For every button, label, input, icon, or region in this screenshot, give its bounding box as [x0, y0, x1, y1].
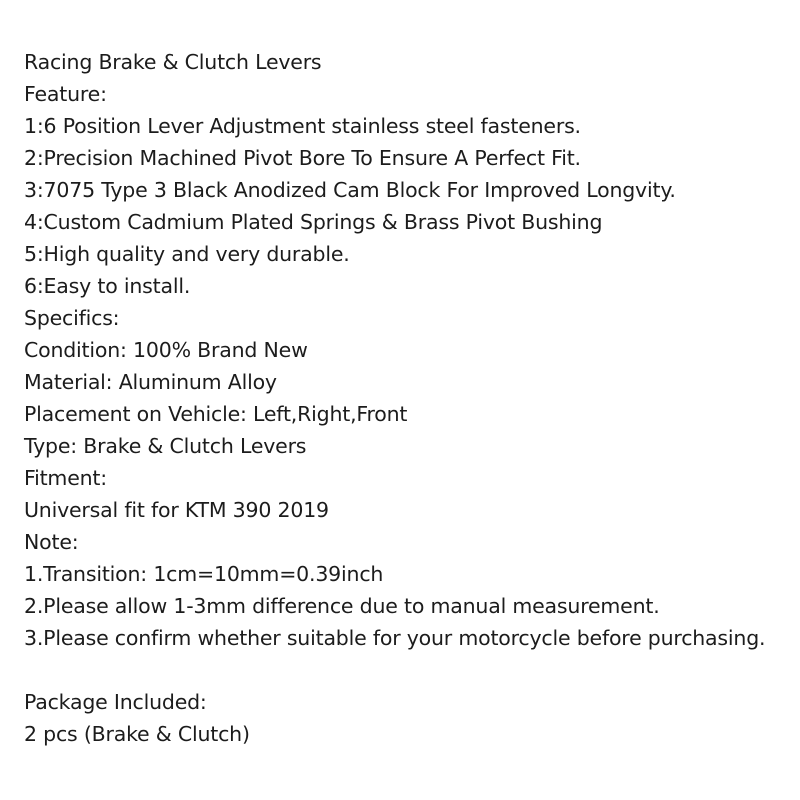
feature-item: 4:Custom Cadmium Plated Springs & Brass Pivot Bushing — [24, 210, 603, 234]
note-item: 1.Transition: 1cm=10mm=0.39inch — [24, 562, 384, 586]
feature-item: 3:7075 Type 3 Black Anodized Cam Block For Improved Longvity. — [24, 178, 676, 202]
fitment-item: Universal fit for KTM 390 2019 — [24, 498, 329, 522]
fitment-heading: Fitment: — [24, 466, 107, 490]
specifics-item: Material: Aluminum Alloy — [24, 370, 277, 394]
feature-item: 5:High quality and very durable. — [24, 242, 350, 266]
feature-item: 1:6 Position Lever Adjustment stainless steel fasteners. — [24, 114, 581, 138]
specifics-item: Condition: 100% Brand New — [24, 338, 308, 362]
specifics-heading: Specifics: — [24, 306, 120, 330]
feature-item: 6:Easy to install. — [24, 274, 191, 298]
document-title: Racing Brake & Clutch Levers — [24, 50, 322, 74]
blank-line — [24, 654, 794, 686]
note-item: 3.Please confirm whether suitable for your motorcycle before purchasing. — [24, 626, 766, 650]
specifics-item: Type: Brake & Clutch Levers — [24, 434, 307, 458]
note-heading: Note: — [24, 530, 79, 554]
note-item: 2.Please allow 1-3mm difference due to manual measurement. — [24, 594, 660, 618]
product-description — [24, 46, 794, 750]
package-heading: Package Included: — [24, 690, 207, 714]
package-item: 2 pcs (Brake & Clutch) — [24, 722, 250, 746]
feature-item: 2:Precision Machined Pivot Bore To Ensure A Perfect Fit. — [24, 146, 581, 170]
specifics-item: Placement on Vehicle: Left,Right,Front — [24, 402, 408, 426]
feature-heading: Feature: — [24, 82, 107, 106]
